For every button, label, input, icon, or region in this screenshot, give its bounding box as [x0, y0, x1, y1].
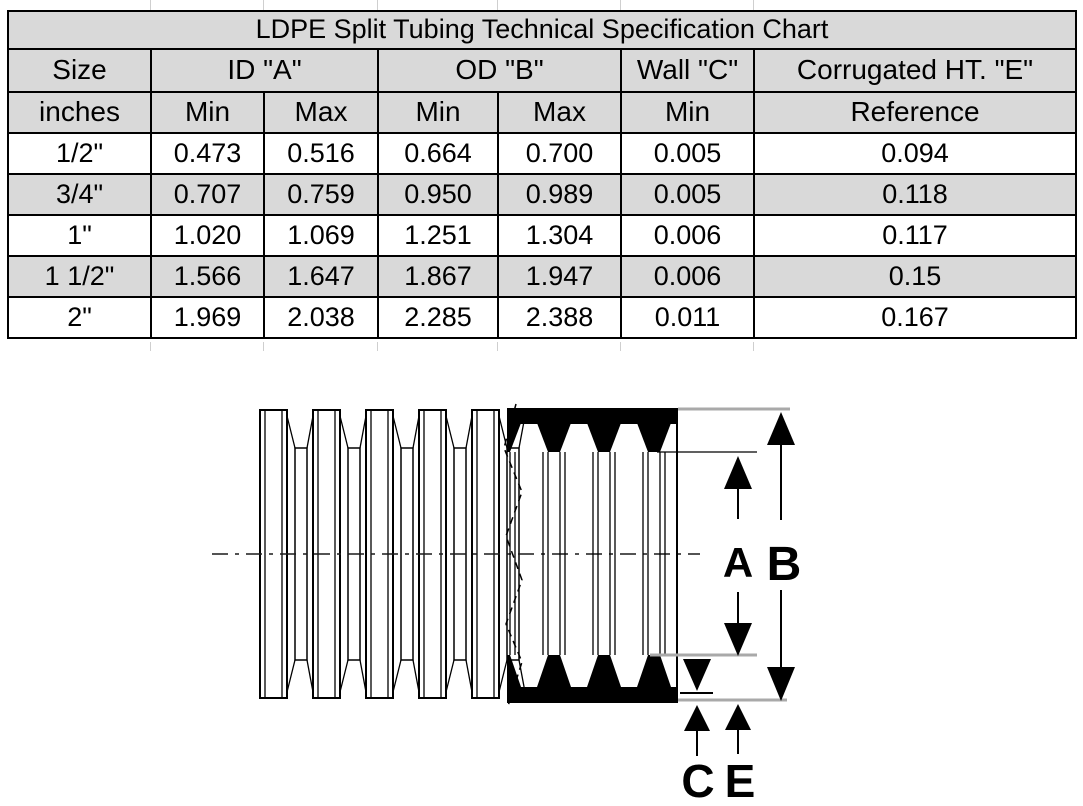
- gridline-stub: [753, 0, 754, 10]
- subheader-id-max: Max: [264, 92, 378, 133]
- gridline-stub: [497, 0, 498, 10]
- table-cell: 1.647: [264, 256, 378, 297]
- table-cell: 0.707: [151, 174, 264, 215]
- table-cell: 0.15: [754, 256, 1076, 297]
- dim-wall-thickness: [683, 659, 711, 756]
- col-header-id-a: ID "A": [151, 49, 378, 92]
- subheader-wall-min: Min: [621, 92, 754, 133]
- table-row: [8, 297, 1076, 338]
- subheader-reference: Reference: [754, 92, 1076, 133]
- tubing-diagram: [0, 340, 1083, 806]
- table-cell: 1.251: [378, 215, 498, 256]
- table-cell: 0.094: [754, 133, 1076, 174]
- spec-table: [7, 10, 1077, 339]
- table-cell: 0.473: [151, 133, 264, 174]
- arrow-down-icon: [683, 659, 711, 691]
- header-row-groups: [8, 49, 1076, 92]
- table-cell: 1/2": [8, 133, 151, 174]
- table-cell: 0.005: [621, 133, 754, 174]
- col-header-wall-c: Wall "C": [621, 49, 754, 92]
- arrow-up-icon: [725, 704, 751, 730]
- subheader-od-max: Max: [498, 92, 621, 133]
- table-cell: 0.516: [264, 133, 378, 174]
- header-row-units: [8, 92, 1076, 133]
- section-bottom-wall: [487, 655, 678, 703]
- table-cell: 0.118: [754, 174, 1076, 215]
- table-row: [8, 215, 1076, 256]
- arrow-up-icon: [724, 456, 752, 489]
- col-header-size: Size: [8, 49, 151, 92]
- label-outer-diameter: B: [766, 538, 802, 591]
- table-cell: 1.867: [378, 256, 498, 297]
- table-cell: 1.020: [151, 215, 264, 256]
- col-header-corrugated-ht-e: Corrugated HT. "E": [754, 49, 1076, 92]
- table-cell: 3/4": [8, 174, 151, 215]
- subheader-id-min: Min: [151, 92, 264, 133]
- table-cell: 0.006: [621, 256, 754, 297]
- arrow-up-icon: [684, 705, 710, 731]
- section-top-wall: [487, 408, 678, 452]
- table-cell: 0.167: [754, 297, 1076, 338]
- arrow-down-icon: [767, 667, 795, 701]
- table-cell: 2": [8, 297, 151, 338]
- gridline-stub: [377, 0, 378, 10]
- label-wall-thickness: C: [681, 755, 715, 806]
- table-cell: 0.117: [754, 215, 1076, 256]
- subheader-od-min: Min: [378, 92, 498, 133]
- label-corrugation-height: E: [724, 755, 756, 806]
- table-cell: 0.011: [621, 297, 754, 338]
- table-cell: 1": [8, 215, 151, 256]
- table-cell: 1.947: [498, 256, 621, 297]
- table-row: [8, 174, 1076, 215]
- table-cell: 0.950: [378, 174, 498, 215]
- subheader-inches: inches: [8, 92, 151, 133]
- table-cell: 1.566: [151, 256, 264, 297]
- table-cell: 2.285: [378, 297, 498, 338]
- dim-corrugation-height: [725, 704, 751, 754]
- arrow-up-icon: [767, 412, 795, 445]
- table-title-row: [8, 11, 1076, 49]
- col-header-od-b: OD "B": [378, 49, 621, 92]
- table-cell: 1.969: [151, 297, 264, 338]
- table-cell: 2.388: [498, 297, 621, 338]
- table-cell: 1 1/2": [8, 256, 151, 297]
- table-cell: 0.759: [264, 174, 378, 215]
- gridline-stub: [263, 0, 264, 10]
- arrow-down-icon: [724, 623, 752, 656]
- table-title: LDPE Split Tubing Technical Specification Chart: [8, 11, 1076, 49]
- table-row: [8, 256, 1076, 297]
- table-cell: 1.069: [264, 215, 378, 256]
- table-row: [8, 133, 1076, 174]
- table-cell: 0.006: [621, 215, 754, 256]
- table-cell: 0.700: [498, 133, 621, 174]
- table-cell: 0.989: [498, 174, 621, 215]
- table-cell: 0.005: [621, 174, 754, 215]
- gridline-stub: [620, 0, 621, 10]
- table-cell: 1.304: [498, 215, 621, 256]
- label-inner-diameter: A: [722, 539, 754, 586]
- table-cell: 2.038: [264, 297, 378, 338]
- table-cell: 0.664: [378, 133, 498, 174]
- gridline-stub: [150, 0, 151, 10]
